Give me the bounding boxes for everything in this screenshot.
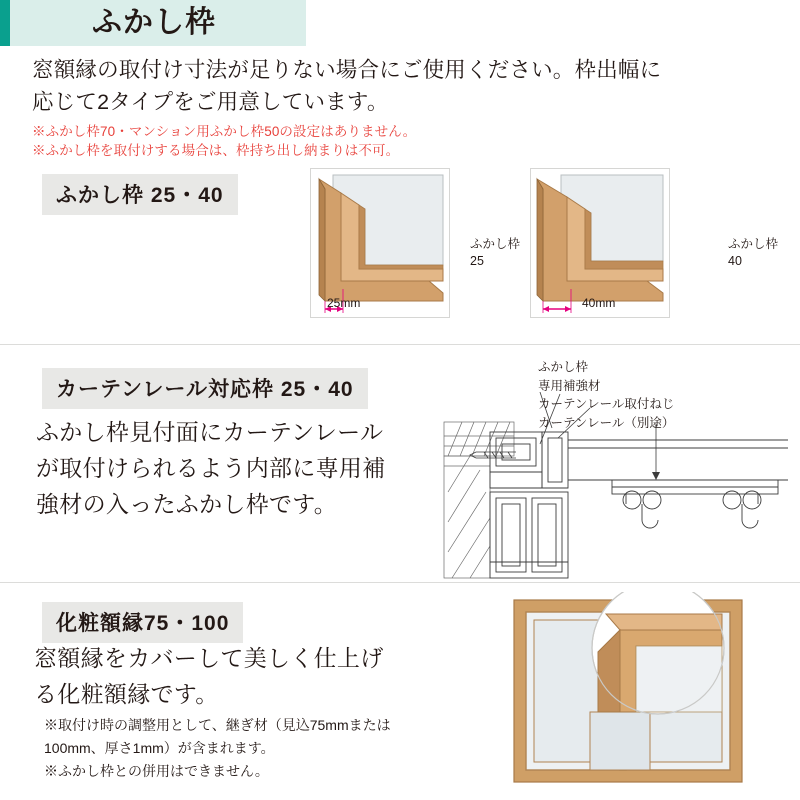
callout-reinforcement: 専用補強材 <box>538 378 601 393</box>
section-3-note <box>44 714 444 783</box>
page-header <box>0 0 800 46</box>
section-3-note-line-2: 100mm、厚さ1mm）が含まれます。 <box>44 740 275 756</box>
frame-25-label <box>470 236 520 270</box>
section-2-callouts <box>538 358 674 432</box>
section-2-chip: カーテンレール対応枠 25・40 <box>42 368 368 409</box>
section-3-text-line-2: る化粧額縁です。 <box>34 681 219 707</box>
section-2-text-line-1: ふかし枠見付面にカーテンレール <box>36 419 384 445</box>
frame-25-illustration <box>311 169 449 317</box>
header-accent-bar <box>0 0 10 46</box>
frame-40-label-line-1: ふかし枠 <box>728 237 779 251</box>
intro-line-1: 窓額縁の取付け寸法が足りない場合にご使用ください。枠出幅に <box>32 58 662 82</box>
intro-text <box>32 54 772 118</box>
frame-40-label-line-2: 40 <box>728 254 742 268</box>
frame-40-illustration <box>531 169 669 317</box>
divider-2 <box>0 582 800 583</box>
section-1-chip: ふかし枠 25・40 <box>42 174 238 215</box>
callout-fukashi-waku: ふかし枠 <box>538 360 589 374</box>
frame-25-label-line-2: 25 <box>470 254 484 268</box>
section-2-text <box>36 414 426 522</box>
frame-40-dimension: 40mm <box>582 296 616 310</box>
intro-note-2: ※ふかし枠を取付けする場合は、枠持ち出し納まりは不可。 <box>32 143 400 158</box>
frame-25-dimension: 25mm <box>327 296 361 310</box>
section-3-note-line-3: ※ふかし枠との併用はできません。 <box>44 763 269 779</box>
frame-25-label-line-1: ふかし枠 <box>470 237 521 251</box>
section-3-chip: 化粧額縁75・100 <box>42 602 243 643</box>
section-2-text-line-3: 強材の入ったふかし枠です。 <box>36 491 338 517</box>
keshou-gakubuchi-illustration <box>470 592 790 792</box>
section-3-note-line-1: ※取付け時の調整用として、継ぎ材（見込75mmまたは <box>44 717 391 733</box>
section-3-text <box>34 640 434 712</box>
intro-line-2: 応じて2タイプをご用意しています。 <box>32 90 389 114</box>
callout-rail-screw: カーテンレール取付ねじ <box>538 397 675 411</box>
page-title: ふかし枠 <box>92 6 216 39</box>
callout-curtain-rail: カーテンレール（別途） <box>538 415 675 430</box>
section-2-text-line-2: が取付けられるよう内部に専用補 <box>36 455 386 481</box>
section-3-text-line-1: 窓額縁をカバーして美しく仕上げ <box>34 645 384 671</box>
frame-40-label <box>728 236 778 270</box>
divider-1 <box>0 344 800 345</box>
intro-note-1: ※ふかし枠70・マンション用ふかし枠50の設定はありません。 <box>32 124 417 139</box>
